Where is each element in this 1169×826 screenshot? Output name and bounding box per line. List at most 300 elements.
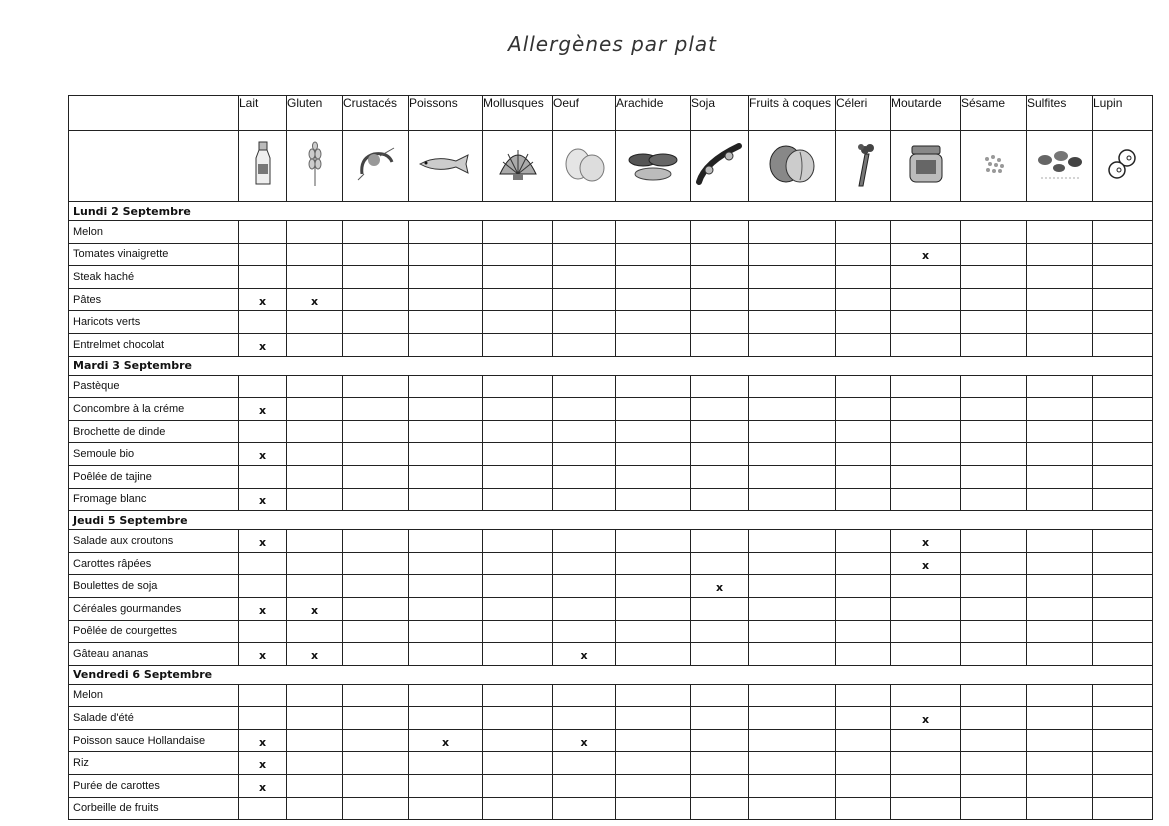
- dish-name: Corbeille de fruits: [69, 797, 239, 820]
- allergen-mark-cell: [1027, 288, 1093, 311]
- allergen-mark-cell: [553, 243, 616, 266]
- allergen-mark-cell: [616, 775, 691, 798]
- allergen-mark-cell: [1093, 643, 1153, 666]
- allergen-mark-cell: [409, 552, 483, 575]
- allergen-mark-cell: [616, 221, 691, 244]
- allergen-mark-cell: [891, 465, 961, 488]
- allergen-mark-cell: [553, 443, 616, 466]
- allergen-mark-cell: [287, 752, 343, 775]
- allergen-mark-cell: x: [239, 288, 287, 311]
- dish-name: Salade d'été: [69, 707, 239, 730]
- allergen-mark-cell: x: [239, 398, 287, 421]
- allergen-mark-cell: x: [691, 575, 749, 598]
- allergen-mark-cell: [483, 398, 553, 421]
- allergen-mark-cell: [891, 597, 961, 620]
- allergen-mark-cell: [691, 266, 749, 289]
- allergen-mark-cell: [691, 797, 749, 820]
- dish-row: [69, 243, 1153, 266]
- allergen-mark-cell: [616, 575, 691, 598]
- dish-row: [69, 398, 1153, 421]
- allergen-mark-cell: [1027, 266, 1093, 289]
- allergen-mark-cell: [691, 775, 749, 798]
- corner-cell: [69, 96, 239, 131]
- dish-row: [69, 443, 1153, 466]
- allergen-mark-cell: [239, 465, 287, 488]
- allergen-mark-cell: [409, 311, 483, 334]
- allergen-mark-cell: [961, 552, 1027, 575]
- allergen-mark-cell: [553, 420, 616, 443]
- allergen-mark-cell: [483, 443, 553, 466]
- allergen-mark-cell: [1093, 488, 1153, 511]
- allergen-mark-cell: [836, 420, 891, 443]
- allergen-mark-cell: [749, 398, 836, 421]
- allergen-mark-cell: [749, 311, 836, 334]
- allergen-mark-cell: [1027, 311, 1093, 334]
- allergen-mark-cell: [749, 375, 836, 398]
- allergen-mark-cell: [553, 288, 616, 311]
- allergen-mark-cell: [836, 398, 891, 421]
- allergen-mark-cell: [1093, 420, 1153, 443]
- allergen-mark-cell: [343, 775, 409, 798]
- allergen-mark-cell: [691, 288, 749, 311]
- allergen-mark-cell: [961, 597, 1027, 620]
- allergen-mark-cell: [616, 420, 691, 443]
- allergen-mark-cell: [553, 575, 616, 598]
- dish-row: [69, 575, 1153, 598]
- allergen-mark-cell: [287, 243, 343, 266]
- allergen-mark-cell: [287, 575, 343, 598]
- allergen-table: [68, 95, 1153, 820]
- dish-row: [69, 420, 1153, 443]
- allergen-mark-cell: [483, 375, 553, 398]
- allergen-icon-cell-6: [616, 131, 691, 202]
- allergen-mark-cell: [836, 488, 891, 511]
- allergen-mark-cell: [691, 333, 749, 356]
- allergen-mark-cell: [691, 465, 749, 488]
- allergen-mark-cell: [891, 575, 961, 598]
- allergen-mark-cell: [239, 575, 287, 598]
- allergen-mark-cell: [691, 552, 749, 575]
- allergen-mark-cell: [749, 797, 836, 820]
- allergen-header-10: Moutarde: [891, 96, 961, 131]
- allergen-mark-cell: [749, 620, 836, 643]
- allergen-mark-cell: [891, 488, 961, 511]
- allergen-mark-cell: [483, 465, 553, 488]
- allergen-mark-cell: [836, 465, 891, 488]
- allergen-mark-cell: [343, 443, 409, 466]
- allergen-mark-cell: [343, 288, 409, 311]
- allergen-mark-cell: [239, 243, 287, 266]
- allergen-mark-cell: x: [239, 775, 287, 798]
- allergen-mark-cell: [343, 684, 409, 707]
- day-row: [69, 356, 1153, 375]
- allergen-mark-cell: [409, 530, 483, 553]
- allergen-mark-cell: [749, 333, 836, 356]
- allergen-mark-cell: [553, 707, 616, 730]
- allergen-mark-cell: [409, 775, 483, 798]
- allergen-mark-cell: [836, 575, 891, 598]
- allergen-mark-cell: [343, 420, 409, 443]
- allergen-mark-cell: [691, 243, 749, 266]
- allergen-mark-cell: [836, 752, 891, 775]
- allergen-mark-cell: [616, 530, 691, 553]
- allergen-mark-cell: [891, 375, 961, 398]
- shell-icon: [494, 171, 542, 188]
- allergen-mark-cell: x: [891, 552, 961, 575]
- allergen-mark-cell: [749, 288, 836, 311]
- allergen-mark-cell: [616, 729, 691, 752]
- allergen-mark-cell: [1027, 243, 1093, 266]
- allergen-icon-cell-2: [343, 131, 409, 202]
- allergen-mark-cell: [239, 684, 287, 707]
- allergen-mark-cell: [343, 620, 409, 643]
- allergen-mark-cell: [409, 684, 483, 707]
- day-row: [69, 665, 1153, 684]
- dish-name: Brochette de dinde: [69, 420, 239, 443]
- allergen-mark-cell: [691, 684, 749, 707]
- allergen-mark-cell: [409, 465, 483, 488]
- allergen-header-5: Oeuf: [553, 96, 616, 131]
- allergen-mark-cell: [836, 443, 891, 466]
- allergen-mark-cell: [1027, 597, 1093, 620]
- allergen-mark-cell: [1027, 398, 1093, 421]
- allergen-mark-cell: [483, 333, 553, 356]
- allergen-mark-cell: [287, 420, 343, 443]
- allergen-header-row: [69, 96, 1153, 131]
- allergen-mark-cell: [891, 288, 961, 311]
- dish-row: [69, 333, 1153, 356]
- wheat-icon: [304, 175, 326, 192]
- allergen-mark-cell: [1027, 684, 1093, 707]
- allergen-mark-cell: [1027, 797, 1093, 820]
- dish-row: [69, 465, 1153, 488]
- allergen-mark-cell: [553, 797, 616, 820]
- allergen-mark-cell: [343, 530, 409, 553]
- allergen-mark-cell: [239, 552, 287, 575]
- allergen-mark-cell: [961, 575, 1027, 598]
- allergen-mark-cell: x: [409, 729, 483, 752]
- allergen-mark-cell: [749, 443, 836, 466]
- dish-row: [69, 643, 1153, 666]
- allergen-mark-cell: [836, 620, 891, 643]
- allergen-mark-cell: [836, 375, 891, 398]
- dish-row: [69, 530, 1153, 553]
- allergen-mark-cell: x: [239, 443, 287, 466]
- dish-name: Fromage blanc: [69, 488, 239, 511]
- allergen-mark-cell: [553, 620, 616, 643]
- mustard-jar-icon: [906, 173, 946, 190]
- allergen-mark-cell: [616, 684, 691, 707]
- allergen-mark-cell: [836, 775, 891, 798]
- allergen-mark-cell: [343, 597, 409, 620]
- allergen-mark-cell: [483, 221, 553, 244]
- allergen-mark-cell: [409, 752, 483, 775]
- sesame-icon: [979, 166, 1009, 183]
- allergen-mark-cell: [1093, 443, 1153, 466]
- allergen-mark-cell: [409, 797, 483, 820]
- allergen-icon-cell-1: [287, 131, 343, 202]
- allergen-mark-cell: [616, 266, 691, 289]
- dish-row: [69, 597, 1153, 620]
- allergen-mark-cell: [1027, 333, 1093, 356]
- milk-bottle-icon: [252, 175, 274, 192]
- allergen-mark-cell: [287, 311, 343, 334]
- allergen-mark-cell: [343, 243, 409, 266]
- allergen-mark-cell: [409, 620, 483, 643]
- dish-name: Entrelmet chocolat: [69, 333, 239, 356]
- allergen-mark-cell: [553, 684, 616, 707]
- allergen-mark-cell: [1093, 465, 1153, 488]
- allergen-mark-cell: [343, 221, 409, 244]
- dish-name: Tomates vinaigrette: [69, 243, 239, 266]
- allergen-mark-cell: [836, 288, 891, 311]
- allergen-mark-cell: [961, 266, 1027, 289]
- allergen-mark-cell: [483, 707, 553, 730]
- allergen-mark-cell: [836, 243, 891, 266]
- allergen-mark-cell: [239, 266, 287, 289]
- allergen-mark-cell: [891, 620, 961, 643]
- allergen-mark-cell: [836, 530, 891, 553]
- allergen-mark-cell: [616, 398, 691, 421]
- dish-row: [69, 684, 1153, 707]
- allergen-mark-cell: [836, 311, 891, 334]
- allergen-mark-cell: [553, 311, 616, 334]
- allergen-mark-cell: [287, 221, 343, 244]
- allergen-mark-cell: [239, 420, 287, 443]
- allergen-mark-cell: [691, 398, 749, 421]
- day-label: Vendredi 6 Septembre: [69, 665, 1153, 684]
- allergen-mark-cell: [239, 311, 287, 334]
- allergen-mark-cell: [1093, 243, 1153, 266]
- allergen-mark-cell: [1093, 797, 1153, 820]
- allergen-mark-cell: [483, 620, 553, 643]
- allergen-mark-cell: [553, 752, 616, 775]
- allergen-icon-cell-8: [749, 131, 836, 202]
- allergen-mark-cell: [343, 398, 409, 421]
- allergen-mark-cell: [891, 643, 961, 666]
- allergen-mark-cell: [409, 288, 483, 311]
- allergen-mark-cell: [691, 530, 749, 553]
- dish-name: Purée de carottes: [69, 775, 239, 798]
- allergen-mark-cell: [1093, 775, 1153, 798]
- allergen-mark-cell: [616, 707, 691, 730]
- allergen-mark-cell: x: [239, 597, 287, 620]
- allergen-mark-cell: [691, 488, 749, 511]
- allergen-mark-cell: [836, 552, 891, 575]
- allergen-header-3: Poissons: [409, 96, 483, 131]
- allergen-mark-cell: [553, 488, 616, 511]
- allergen-mark-cell: [409, 488, 483, 511]
- allergen-mark-cell: [691, 443, 749, 466]
- allergen-mark-cell: [483, 488, 553, 511]
- dish-row: [69, 288, 1153, 311]
- allergen-mark-cell: [961, 375, 1027, 398]
- allergen-mark-cell: [483, 729, 553, 752]
- allergen-mark-cell: [1027, 729, 1093, 752]
- soy-pod-icon: [695, 173, 745, 190]
- allergen-mark-cell: [483, 775, 553, 798]
- allergen-mark-cell: [836, 643, 891, 666]
- dish-name: Semoule bio: [69, 443, 239, 466]
- allergen-mark-cell: [836, 221, 891, 244]
- allergen-mark-cell: [343, 752, 409, 775]
- allergen-mark-cell: [691, 375, 749, 398]
- allergen-mark-cell: [749, 684, 836, 707]
- allergen-mark-cell: [1027, 707, 1093, 730]
- allergen-mark-cell: [409, 420, 483, 443]
- allergen-mark-cell: [1027, 752, 1093, 775]
- allergen-mark-cell: [961, 243, 1027, 266]
- allergen-mark-cell: [553, 597, 616, 620]
- dish-name: Salade aux croutons: [69, 530, 239, 553]
- allergen-mark-cell: [483, 684, 553, 707]
- shrimp-icon: [354, 171, 398, 188]
- allergen-mark-cell: [343, 266, 409, 289]
- allergen-mark-cell: [409, 643, 483, 666]
- allergen-mark-cell: [961, 729, 1027, 752]
- allergen-mark-cell: [553, 775, 616, 798]
- dish-name: Pastèque: [69, 375, 239, 398]
- allergen-mark-cell: [553, 530, 616, 553]
- allergen-mark-cell: [961, 488, 1027, 511]
- allergen-mark-cell: [836, 266, 891, 289]
- dish-name: Riz: [69, 752, 239, 775]
- allergen-mark-cell: [836, 729, 891, 752]
- allergen-mark-cell: [749, 752, 836, 775]
- allergen-mark-cell: [1093, 288, 1153, 311]
- allergen-mark-cell: [409, 597, 483, 620]
- allergen-mark-cell: [836, 684, 891, 707]
- allergen-mark-cell: [343, 707, 409, 730]
- allergen-mark-cell: [1093, 684, 1153, 707]
- lupin-icon: [1105, 169, 1141, 186]
- allergen-mark-cell: [1093, 729, 1153, 752]
- allergen-mark-cell: [1093, 707, 1153, 730]
- allergen-mark-cell: [691, 707, 749, 730]
- allergen-mark-cell: [483, 643, 553, 666]
- dish-name: Concombre à la créme: [69, 398, 239, 421]
- allergen-mark-cell: [691, 597, 749, 620]
- allergen-mark-cell: x: [553, 643, 616, 666]
- allergen-header-9: Céleri: [836, 96, 891, 131]
- allergen-mark-cell: [409, 221, 483, 244]
- allergen-mark-cell: [891, 752, 961, 775]
- fish-icon: [416, 162, 476, 179]
- allergen-mark-cell: [409, 707, 483, 730]
- allergen-mark-cell: [749, 266, 836, 289]
- allergen-mark-cell: [836, 597, 891, 620]
- allergen-mark-cell: [691, 420, 749, 443]
- allergen-mark-cell: x: [553, 729, 616, 752]
- allergen-mark-cell: [961, 465, 1027, 488]
- allergen-mark-cell: [961, 707, 1027, 730]
- allergen-mark-cell: [483, 552, 553, 575]
- allergen-mark-cell: [483, 311, 553, 334]
- day-label: Mardi 3 Septembre: [69, 356, 1153, 375]
- allergen-mark-cell: [287, 530, 343, 553]
- dish-row: [69, 752, 1153, 775]
- allergen-mark-cell: [409, 575, 483, 598]
- allergen-mark-cell: [1093, 221, 1153, 244]
- allergen-header-4: Mollusques: [483, 96, 553, 131]
- allergen-mark-cell: [891, 221, 961, 244]
- nut-icon: [764, 173, 820, 190]
- allergen-mark-cell: [749, 465, 836, 488]
- allergen-mark-cell: [616, 375, 691, 398]
- allergen-icon-cell-4: [483, 131, 553, 202]
- allergen-header-12: Sulfites: [1027, 96, 1093, 131]
- allergen-mark-cell: [287, 398, 343, 421]
- allergen-mark-cell: [1093, 552, 1153, 575]
- allergen-icon-cell-10: [891, 131, 961, 202]
- allergen-mark-cell: [961, 333, 1027, 356]
- day-row: [69, 202, 1153, 221]
- allergen-mark-cell: x: [287, 288, 343, 311]
- allergen-mark-cell: [1027, 552, 1093, 575]
- allergen-mark-cell: [409, 375, 483, 398]
- allergen-mark-cell: [553, 398, 616, 421]
- page-title: Allergènes par plat: [508, 32, 717, 56]
- allergen-mark-cell: [961, 530, 1027, 553]
- allergen-mark-cell: [691, 221, 749, 244]
- allergen-mark-cell: [891, 729, 961, 752]
- allergen-mark-cell: x: [287, 643, 343, 666]
- allergen-mark-cell: [483, 243, 553, 266]
- dish-name: Haricots verts: [69, 311, 239, 334]
- allergen-mark-cell: [961, 221, 1027, 244]
- allergen-mark-cell: x: [239, 530, 287, 553]
- allergen-mark-cell: [287, 552, 343, 575]
- dish-row: [69, 266, 1153, 289]
- allergen-mark-cell: [287, 488, 343, 511]
- egg-icon: [558, 171, 610, 188]
- allergen-mark-cell: [1027, 775, 1093, 798]
- allergen-mark-cell: [616, 752, 691, 775]
- allergen-mark-cell: [961, 420, 1027, 443]
- allergen-header-2: Crustacés: [343, 96, 409, 131]
- allergen-mark-cell: [343, 729, 409, 752]
- dish-row: [69, 775, 1153, 798]
- allergen-mark-cell: [749, 488, 836, 511]
- allergen-mark-cell: [1027, 443, 1093, 466]
- allergen-mark-cell: [343, 311, 409, 334]
- allergen-mark-cell: [343, 375, 409, 398]
- allergen-mark-cell: [287, 775, 343, 798]
- dish-row: [69, 707, 1153, 730]
- allergen-mark-cell: [553, 333, 616, 356]
- allergen-mark-cell: [616, 333, 691, 356]
- allergen-mark-cell: [239, 620, 287, 643]
- allergen-mark-cell: [691, 311, 749, 334]
- day-label: Lundi 2 Septembre: [69, 202, 1153, 221]
- dish-row: [69, 729, 1153, 752]
- allergen-mark-cell: [1093, 375, 1153, 398]
- allergen-mark-cell: [287, 707, 343, 730]
- dish-name: Boulettes de soja: [69, 575, 239, 598]
- allergen-mark-cell: [1027, 575, 1093, 598]
- allergen-mark-cell: [616, 552, 691, 575]
- allergen-mark-cell: [691, 752, 749, 775]
- allergen-mark-cell: [749, 775, 836, 798]
- allergen-mark-cell: [616, 243, 691, 266]
- allergen-mark-cell: [1027, 620, 1093, 643]
- allergen-mark-cell: [749, 221, 836, 244]
- allergen-mark-cell: [1027, 221, 1093, 244]
- allergen-mark-cell: [409, 333, 483, 356]
- allergen-mark-cell: [1027, 375, 1093, 398]
- allergen-mark-cell: [961, 797, 1027, 820]
- allergen-mark-cell: [1093, 530, 1153, 553]
